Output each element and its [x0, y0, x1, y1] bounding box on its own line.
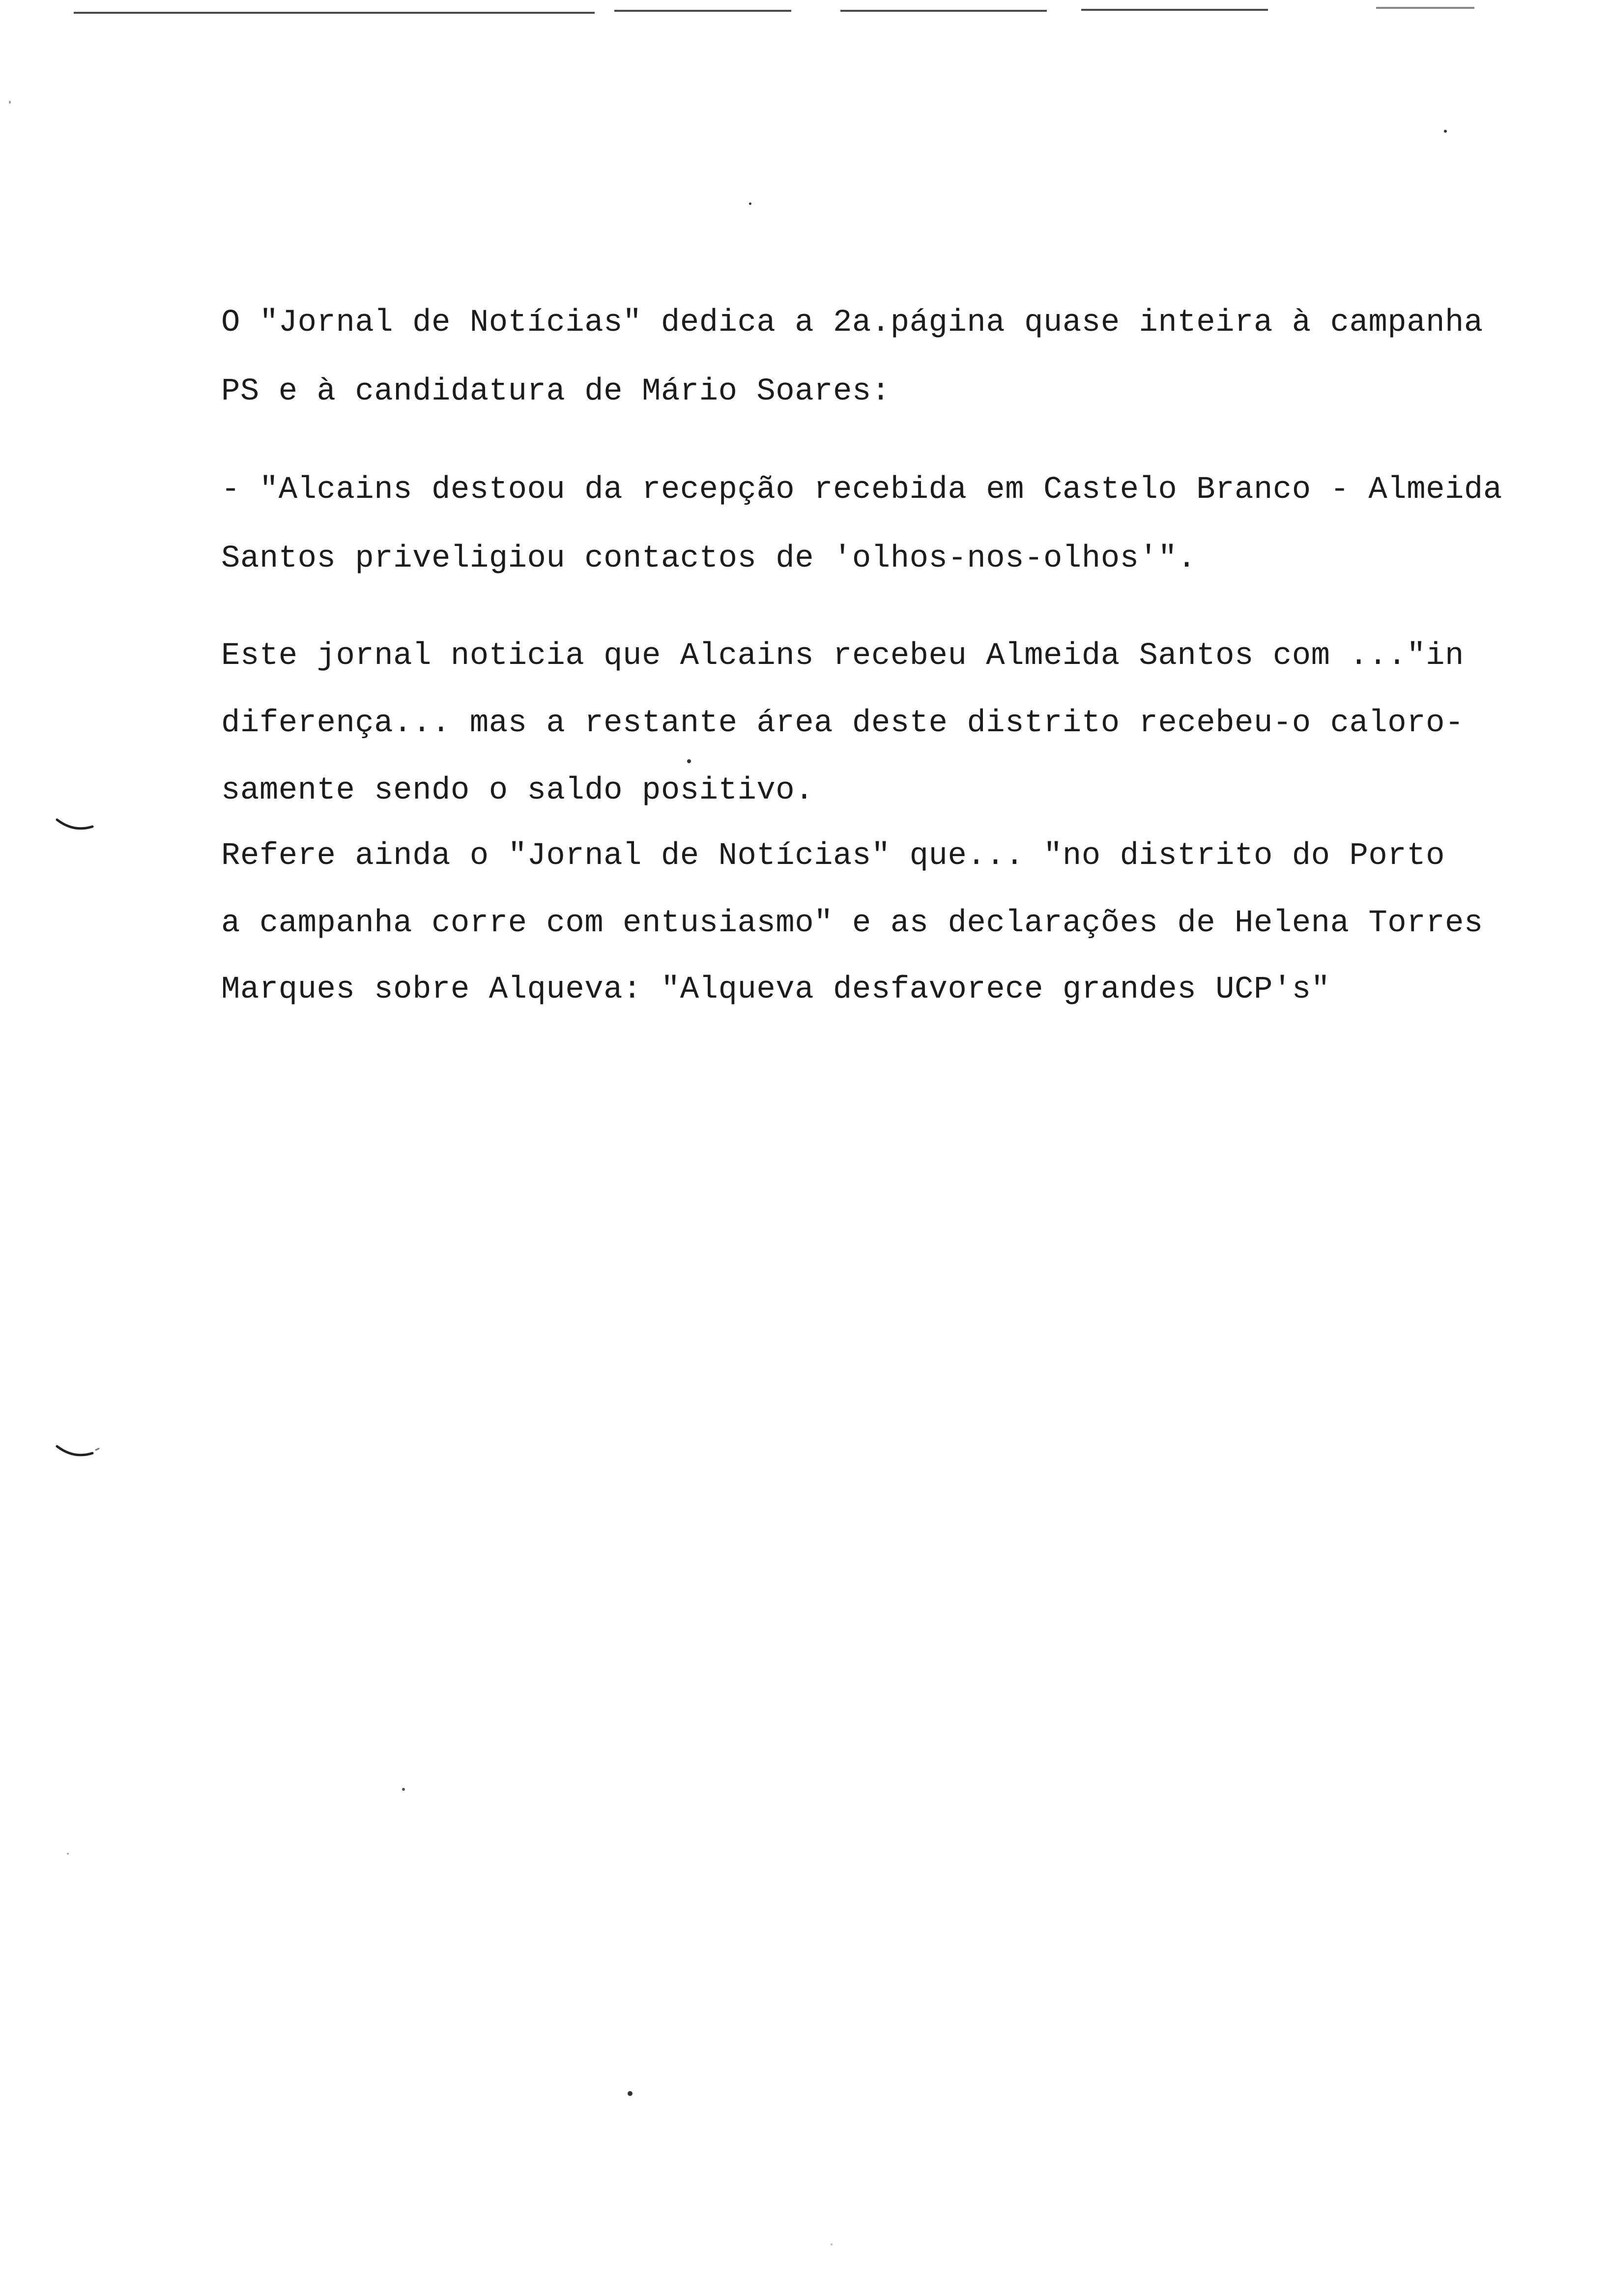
- scan-speck: [628, 2091, 633, 2096]
- text-line: PS e à candidatura de Mário Soares:: [221, 374, 891, 409]
- text-line: Este jornal noticia que Alcains recebeu Almeida Santos com ..."in: [221, 638, 1464, 674]
- punch-hole-mark: [54, 816, 98, 835]
- text-line: Marques sobre Alqueva: "Alqueva desfavorece grandes UCP's": [221, 972, 1330, 1007]
- scan-speck: [9, 101, 11, 104]
- scan-speck: [1444, 130, 1447, 133]
- scan-speck: [67, 1853, 69, 1855]
- text-line: a campanha corre com entusiasmo" e as declarações de Helena Torres: [221, 906, 1483, 941]
- text-line: Santos priveligiou contactos de 'olhos-nos-olhos'".: [221, 541, 1197, 576]
- top-rule-segment: [614, 10, 791, 12]
- text-line: O "Jornal de Notícias" dedica a 2a.página quase inteira à campanha: [221, 305, 1483, 341]
- scan-speck: [402, 1788, 405, 1791]
- text-line: - "Alcains destoou da recepção recebida em Castelo Branco - Almeida: [221, 472, 1502, 508]
- text-line: samente sendo o saldo positivo.: [221, 773, 814, 808]
- top-rule-segment: [1376, 7, 1474, 9]
- punch-hole-mark: [54, 1442, 103, 1462]
- scan-speck: [749, 202, 751, 205]
- scan-speck: [831, 2243, 833, 2245]
- top-rule-segment: [1081, 9, 1268, 11]
- scan-speck: [687, 759, 691, 763]
- top-rule-segment: [74, 12, 595, 14]
- top-rule-segment: [840, 10, 1047, 12]
- text-line: Refere ainda o "Jornal de Notícias" que... "no distrito do Porto: [221, 838, 1445, 874]
- text-line: diferença... mas a restante área deste distrito recebeu-o caloro-: [221, 706, 1464, 741]
